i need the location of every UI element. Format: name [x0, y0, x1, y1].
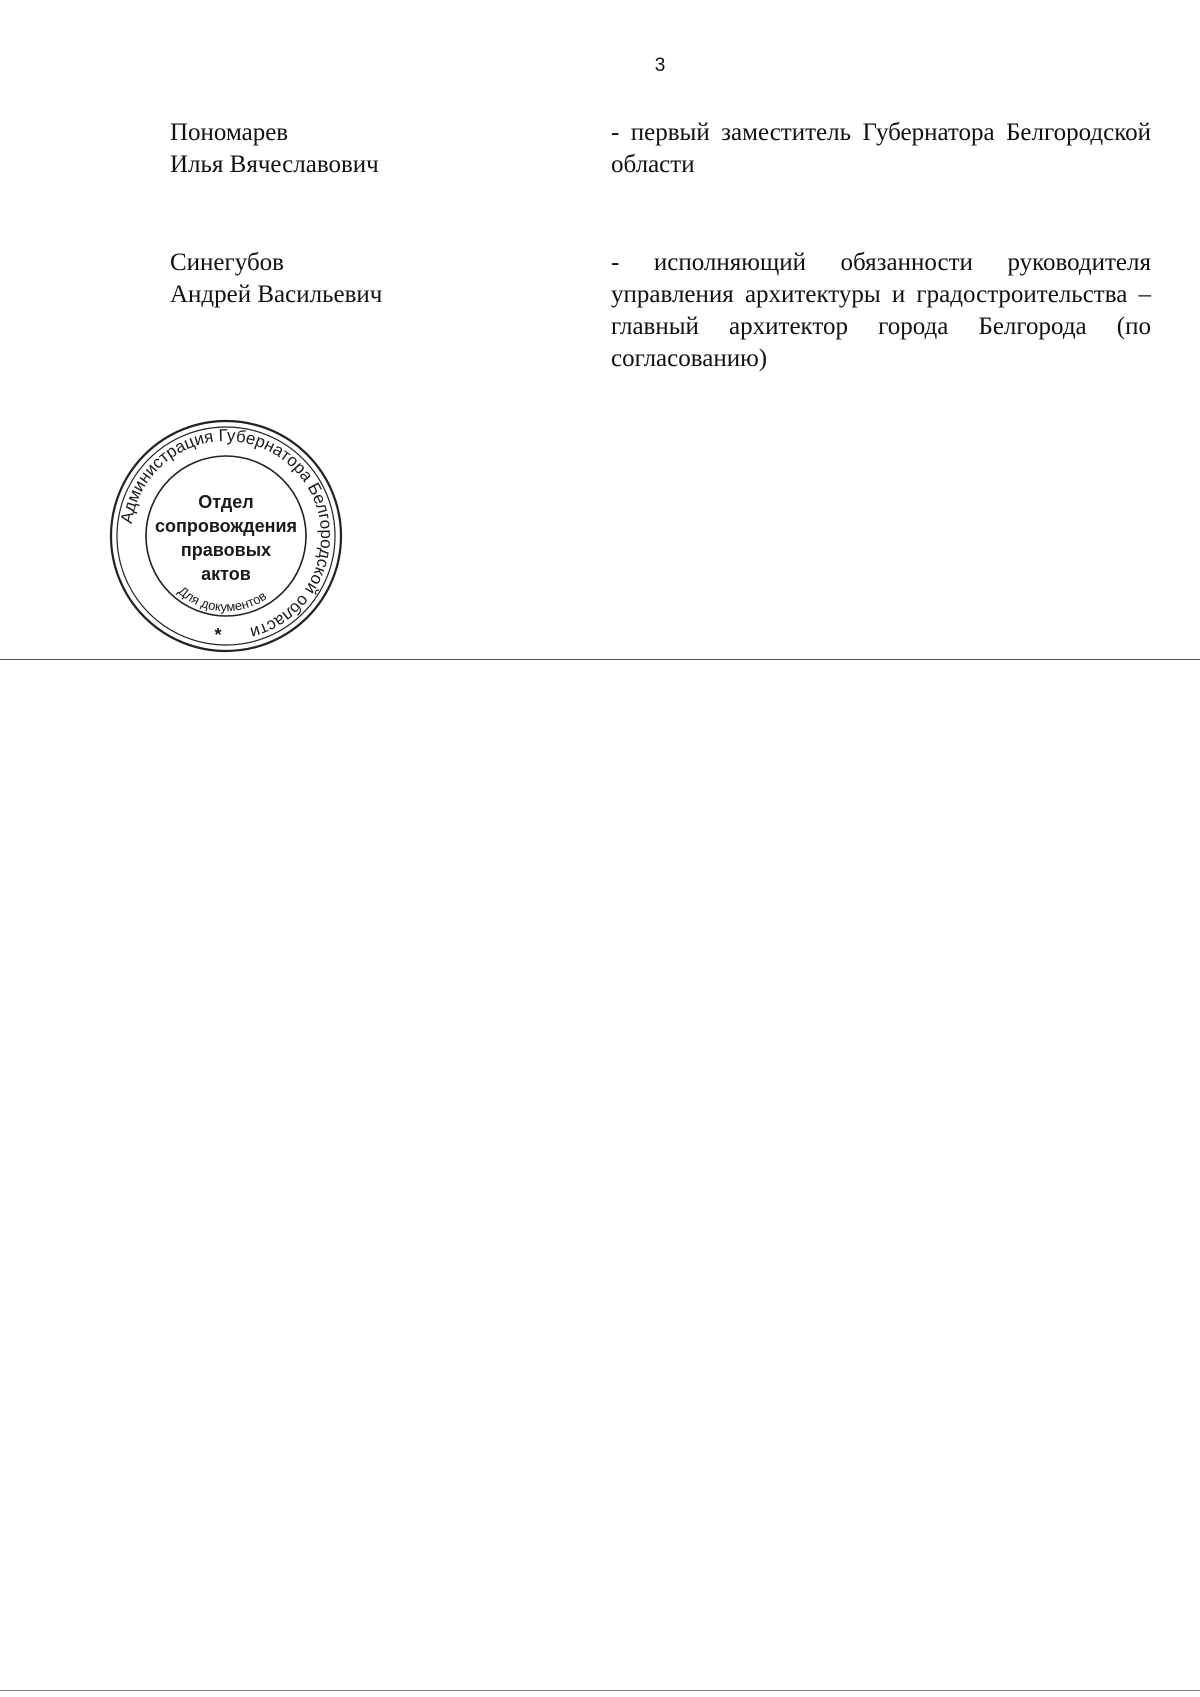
member-given-names: Андрей Васильевич — [170, 281, 383, 308]
member-name — [170, 117, 470, 181]
stamp-inner-ring — [146, 456, 306, 616]
member-position: - исполняющий обязанности руководителя управления архитектуры и градостроительства – главный архитектор города Белгорода (по согласованию) — [611, 249, 1151, 372]
stamp-outer-text: Администрация Губернатора Белгородской области — [116, 425, 337, 643]
stamp-center-line: правовых — [180, 540, 272, 560]
official-stamp — [108, 418, 344, 654]
member-surname: Синегубов — [170, 249, 284, 276]
stamp-center-line: актов — [201, 564, 251, 584]
member-position: - первый заместитель Губернатора Белгородской области — [611, 119, 1151, 178]
member-surname: Пономарев — [170, 119, 289, 146]
member-given-names: Илья Вячеславович — [170, 151, 379, 178]
page-bottom-edge — [0, 1690, 1200, 1691]
member-name — [170, 247, 470, 311]
page-divider — [0, 659, 1200, 660]
stamp-star: * — [214, 625, 222, 645]
page-number: 3 — [654, 55, 666, 76]
stamp-center-line: сопровождения — [154, 516, 298, 536]
stamp-inner-arc-text: Для документов — [175, 583, 270, 615]
stamp-center-line: Отдел — [198, 492, 254, 512]
